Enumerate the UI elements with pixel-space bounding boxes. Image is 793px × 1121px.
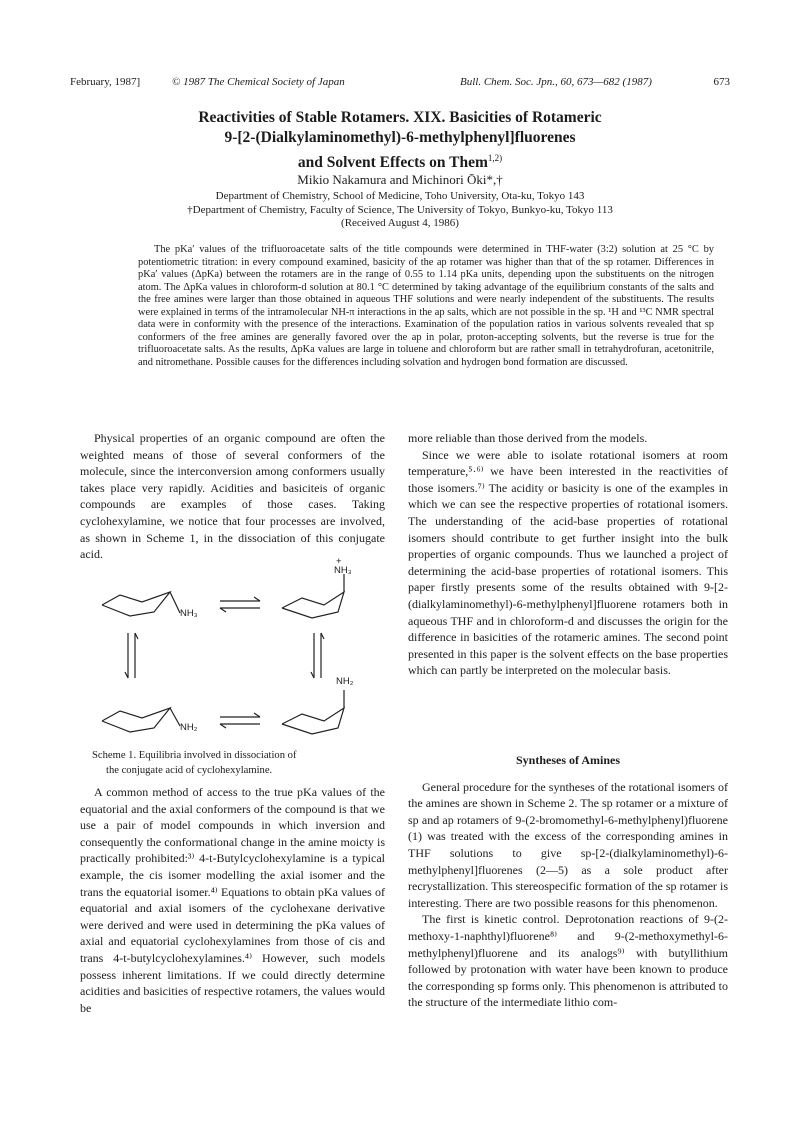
intro-paragraph-2: A common method of access to the true pKa values of the equatorial and the axial conformers of the compound is that we use a pair of model compounds in which inversion and consequently the conformational change in the amine moicty is practically prohibited:³⁾ 4-t-Butylcyclohexylamine is a typical example, the cis isomer modelling the axial isomer and the trans the equatorial isomer.⁴⁾ Equations to obtain pKa values of equatorial and axial isomers of the cyclohexane derivative were derived and were used in determining the pKa values of axial and equatorial cyclohexylamines from those of cis and trans 4-t-butylcyclohexylamines.⁴⁾ However, such models possess inherent limitations. If we could directly determine acidities and basicities of respective rotamers, the values would be (80, 785, 385, 1015)
title-line-1: Reactivities of Stable Rotamers. XIX. Basicities of Rotameric (198, 109, 602, 126)
scheme-1-figure (80, 556, 385, 752)
header-date: February, 1987] (70, 76, 141, 88)
page-number: 673 (713, 76, 730, 88)
received-date: (Received August 4, 1986) (341, 217, 459, 229)
left-column-bottom (80, 784, 385, 1016)
plus-charge-axial: + (336, 556, 342, 567)
label-nh2-axial: NH₂ (336, 676, 354, 687)
article-title (80, 108, 720, 173)
title-line-3 (80, 148, 720, 173)
bond-eq-nh2 (170, 708, 180, 726)
scheme-1-caption (92, 748, 382, 778)
chair-top-left (102, 592, 170, 616)
scheme-1-drawing (80, 568, 385, 752)
authors: Mikio Nakamura and Michinori Ōki*,† (297, 172, 503, 187)
affiliation-1: Department of Chemistry, School of Medicine, Toho University, Ota-ku, Tokyo 143 (215, 190, 585, 202)
title-line-2: 9-[2-(Dialkylaminomethyl)-6-methylphenyl]fluorenes (224, 129, 576, 146)
label-nh3-axial: NH₃ (334, 565, 352, 576)
chair-bottom-left (102, 708, 170, 732)
header-journal-citation: Bull. Chem. Soc. Jpn., 60, 673—682 (1987) (460, 76, 652, 88)
left-column-top (80, 430, 385, 563)
title-footnote-ref: 1,2) (487, 153, 503, 163)
affiliation-2: †Department of Chemistry, Faculty of Science, The University of Tokyo, Bunkyo-ku, Tokyo 113 (187, 203, 613, 216)
chair-bottom-right (282, 708, 344, 734)
label-nh3-equatorial: NH₃ (180, 608, 198, 619)
header-copyright: © 1987 The Chemical Society of Japan (172, 76, 345, 88)
caption-line-2: the conjugate acid of cyclohexylamine. (106, 765, 273, 776)
right-column-bottom (408, 752, 728, 1011)
right-paragraph-1: more reliable than those derived from the models. (408, 431, 648, 445)
intro-paragraph-1: Physical properties of an organic compound are often the weighted means of those of several conformers of the molecule, since the interconversion among conformers usually takes place very rapidly. Acidities and basiciteis of organic compounds are examples of those cases. Taking cyclohexylamine, we notice that four processes are involved, as shown in Scheme 1, in the dissociation of this conjugate acid. (80, 431, 385, 562)
affiliations (80, 190, 720, 231)
bond-eq-nh3 (170, 592, 180, 613)
abstract-text: The pKa′ values of the trifluoroacetate salts of the title compounds were determined in THF-water (3:2) solution at 25 °C by potentiometric titration: in every compound examined, basicity of the ap rotamer was higher than that of the sp rotamer. Differences in pKa′ values (ΔpKa) between the rotamers are in the range of 0.55 to 1.14 pKa units, depending upon the substituents on the nitrogen atom. The ΔpKa values in chloroform-d solution at 80.1 °C determined by taking advantage of the equilibrium constants of the salts and the free amines were larger than those obtained in aqueous THF solutions and were nearly independent of the substituents. The results were explained in terms of the intramolecular NH-π interactions in the ap salts, which are not possible in the sp. ¹H and ¹³C NMR spectral data were in conformity with the presence of the interactions. Examination of the population ratios in various solvents revealed that sp conformers of the free amines are generally favored over the ap in polar, proton-accepting solvents, but the reverse is true for the trifluoroacetate salts. As the results, ΔpKa values are large in toluene and chloroform but are rather small in tetrahydrofuran, acetonitrile, and nitromethane. Possible causes for the differences including solvation and hydrogen bond formation are discussed. (138, 244, 714, 368)
chair-top-right (282, 592, 344, 618)
title-line-3-text: and Solvent Effects on Them (297, 154, 488, 172)
caption-line-1: Scheme 1. Equilibria involved in dissociation of (92, 750, 297, 761)
section-heading-syntheses: Syntheses of Amines (515, 753, 620, 767)
right-paragraph-4: The first is kinetic control. Deprotonation reactions of 9-(2-methoxy-1-naphthyl)fluorene⁸⁾ and 9-(2-methoxymethyl-6-methylphenyl)fluorene and its analogs⁹⁾ with butyllithium followed by protonation with water have been known to produce the corresponding sp forms only. This phenomenon is attributed to the structure of the intermediate lithio com- (408, 912, 728, 1010)
right-paragraph-2: Since we were able to isolate rotational isomers at room temperature,⁵·⁶⁾ we have been interested in the reactivities of those isomers.⁷⁾ The acidity or basicity is one of the examples in which we can see the respective properties of rotational isomers. The understanding of the acid-base properties of rotational isomers should contribute to get further insight into the bulk properties of organic compounds. Thus we launched a project of determining the acid-base properties of rotational isomers. This paper firstly presents some of the results obtained with 9-[2-(dialkylaminomethyl)-6-methylphenyl]fluorene rotamers both in aqueous THF and in chloroform-d and discusses the origin for the difference in basicities of the rotameric amines. The second point presented in this paper is the solvent effects on the base properties which can partly be interpreted on the molecular basis. (408, 447, 728, 678)
right-column-top (408, 430, 728, 679)
abstract (138, 244, 714, 369)
label-nh2-equatorial: NH₂ (180, 722, 198, 733)
right-paragraph-3: General procedure for the syntheses of the rotational isomers of the amines are shown in Scheme 2. The sp rotamer or a mixture of sp and ap rotamers of 9-(2-bromomethyl-6-methylphenyl)fluorene (1) was treated with the excess of the corresponding amines in THF solutions to give sp-[2-(dialkylaminomethyl)-6-methylphenyl]fluorenes (2—5) as a sole product after recrystallization. This stereospecific formation of the sp rotamer is interesting. There are two possible reasons for this phenomenon. (408, 779, 728, 910)
